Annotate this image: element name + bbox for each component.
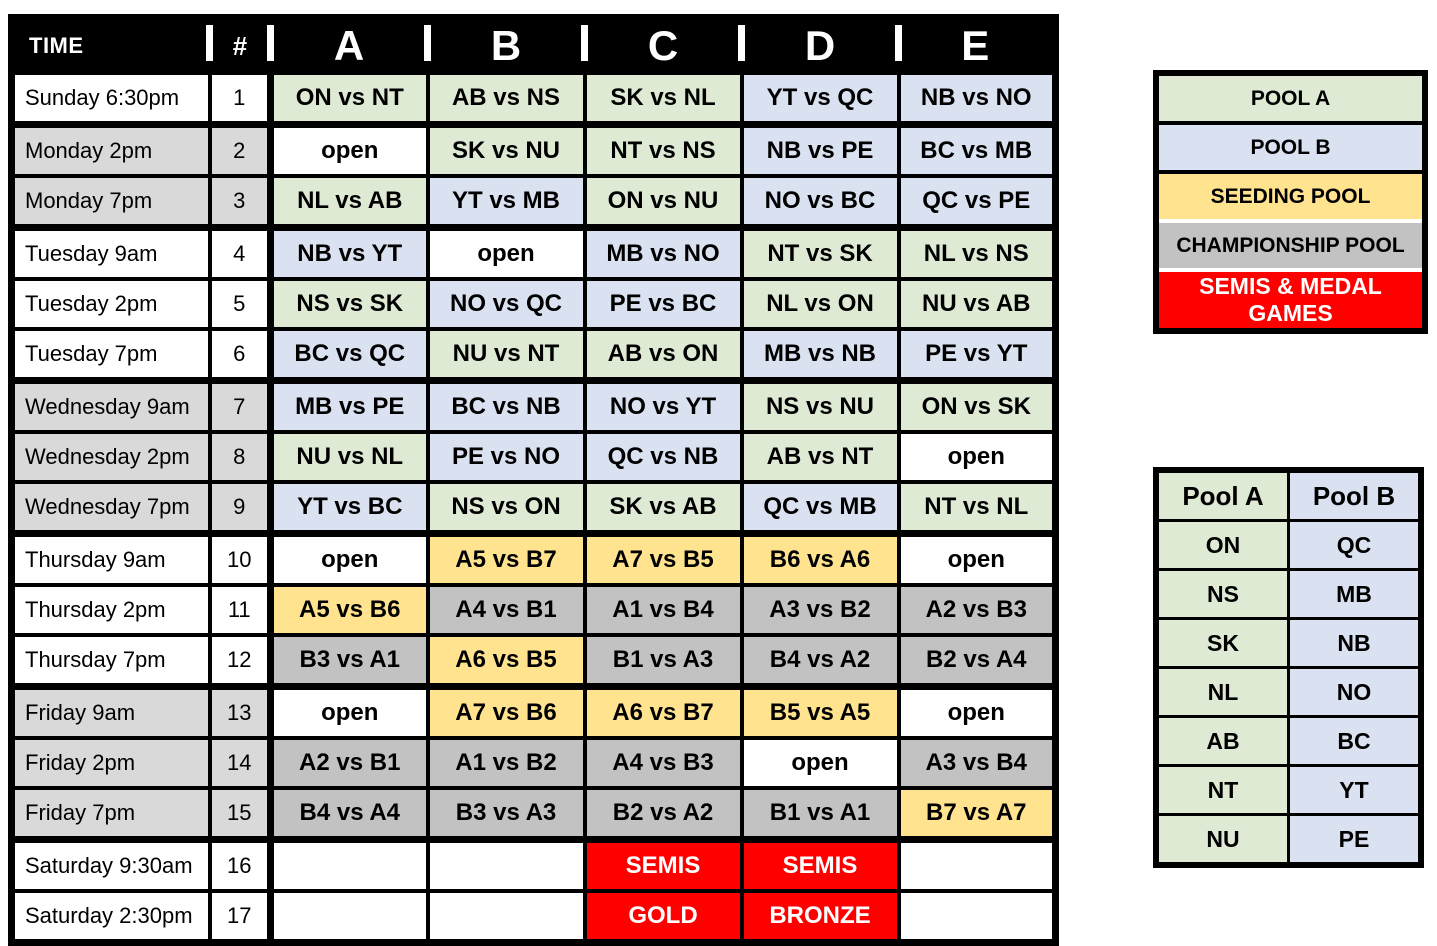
game-cell: PE vs NO — [428, 432, 585, 482]
schedule-row — [12, 228, 1056, 280]
game-cell: NU vs NL — [271, 432, 428, 482]
open-cell: open — [899, 687, 1056, 739]
game-cell: A2 vs B3 — [899, 585, 1056, 635]
game-cell: A6 vs B5 — [428, 635, 585, 687]
game-cell: MB vs NB — [742, 329, 899, 381]
sheet-c-header — [585, 18, 742, 74]
game-cell: YT vs BC — [271, 482, 428, 534]
pool-a-team-cell: NU — [1156, 815, 1289, 866]
game-number-cell: 6 — [210, 329, 271, 381]
game-cell: BC vs QC — [271, 329, 428, 381]
game-cell: B2 vs A2 — [585, 788, 742, 840]
game-cell: B2 vs A4 — [899, 635, 1056, 687]
game-cell: SK vs NU — [428, 125, 585, 177]
pool-b-header: Pool B — [1289, 470, 1422, 521]
pool-teams-row — [1156, 570, 1421, 619]
pool-a-header: Pool A — [1156, 470, 1289, 521]
schedule-row — [12, 840, 1056, 892]
pool-a-team-cell: SK — [1156, 619, 1289, 668]
time-cell: Wednesday 2pm — [12, 432, 210, 482]
sheet-header-label: A — [333, 22, 365, 69]
game-cell: QC vs MB — [742, 482, 899, 534]
game-cell: PE vs YT — [899, 329, 1056, 381]
legend-label: SEMIS & MEDAL GAMES — [1156, 270, 1425, 331]
pool-b-team-cell: NB — [1289, 619, 1422, 668]
time-cell: Friday 7pm — [12, 788, 210, 840]
game-cell: AB vs ON — [585, 329, 742, 381]
schedule-row — [12, 788, 1056, 840]
pool-teams-row — [1156, 717, 1421, 766]
pool-teams-row — [1156, 521, 1421, 570]
game-cell: ON vs NU — [585, 176, 742, 228]
game-number-cell: 15 — [210, 788, 271, 840]
pool-a-team-cell: AB — [1156, 717, 1289, 766]
schedule-row — [12, 279, 1056, 329]
game-cell: B3 vs A3 — [428, 788, 585, 840]
legend-row — [1156, 221, 1425, 270]
game-number-cell: 16 — [210, 840, 271, 892]
game-number-cell: 14 — [210, 738, 271, 788]
game-number-cell: 12 — [210, 635, 271, 687]
game-cell: AB vs NS — [428, 73, 585, 125]
time-cell: Sunday 6:30pm — [12, 73, 210, 125]
game-cell: AB vs NT — [742, 432, 899, 482]
game-cell: A4 vs B1 — [428, 585, 585, 635]
game-cell: NB vs PE — [742, 125, 899, 177]
medal-game-cell: SEMIS — [585, 840, 742, 892]
game-cell: B5 vs A5 — [742, 687, 899, 739]
medal-game-cell: SEMIS — [742, 840, 899, 892]
legend-label: CHAMPIONSHIP POOL — [1156, 221, 1425, 270]
schedule-row — [12, 534, 1056, 586]
time-cell: Friday 2pm — [12, 738, 210, 788]
game-number-header-label: # — [232, 30, 248, 61]
schedule-row — [12, 738, 1056, 788]
time-cell: Wednesday 7pm — [12, 482, 210, 534]
empty-cell — [271, 891, 428, 943]
game-cell: A3 vs B2 — [742, 585, 899, 635]
sheet-header-label: E — [961, 22, 990, 69]
game-number-cell: 4 — [210, 228, 271, 280]
game-cell: A4 vs B3 — [585, 738, 742, 788]
game-number-cell: 9 — [210, 482, 271, 534]
time-column-header: TIME — [12, 18, 210, 74]
game-cell: A2 vs B1 — [271, 738, 428, 788]
game-cell: NU vs NT — [428, 329, 585, 381]
game-cell: YT vs MB — [428, 176, 585, 228]
game-cell: QC vs NB — [585, 432, 742, 482]
pool-a-team-cell: NT — [1156, 766, 1289, 815]
game-number-cell: 5 — [210, 279, 271, 329]
legend-label: SEEDING POOL — [1156, 172, 1425, 221]
legend-row — [1156, 270, 1425, 331]
pool-a-team-cell: NS — [1156, 570, 1289, 619]
schedule-row — [12, 482, 1056, 534]
schedule-row — [12, 381, 1056, 433]
open-cell: open — [271, 534, 428, 586]
game-cell: B1 vs A1 — [742, 788, 899, 840]
time-cell: Tuesday 9am — [12, 228, 210, 280]
legend-row — [1156, 73, 1425, 123]
pool-teams-row — [1156, 766, 1421, 815]
open-cell: open — [899, 432, 1056, 482]
game-cell: NS vs NU — [742, 381, 899, 433]
game-number-cell: 17 — [210, 891, 271, 943]
pool-a-team-cell: NL — [1156, 668, 1289, 717]
open-cell: open — [271, 687, 428, 739]
schedule-row — [12, 125, 1056, 177]
sheet-d-header — [742, 18, 899, 74]
sheet-b-header — [428, 18, 585, 74]
game-cell: NB vs NO — [899, 73, 1056, 125]
schedule-row — [12, 329, 1056, 381]
sheet-a-header — [271, 18, 428, 74]
game-number-cell: 8 — [210, 432, 271, 482]
schedule-table — [8, 14, 1059, 946]
game-cell: MB vs PE — [271, 381, 428, 433]
legend-row — [1156, 172, 1425, 221]
pool-teams-row — [1156, 815, 1421, 866]
sheet-e-header — [899, 18, 1056, 74]
game-cell: BC vs MB — [899, 125, 1056, 177]
game-cell: NO vs BC — [742, 176, 899, 228]
schedule-row — [12, 176, 1056, 228]
schedule-row — [12, 432, 1056, 482]
game-number-cell: 7 — [210, 381, 271, 433]
game-cell: B3 vs A1 — [271, 635, 428, 687]
game-cell: A1 vs B4 — [585, 585, 742, 635]
game-cell: B4 vs A4 — [271, 788, 428, 840]
open-cell: open — [742, 738, 899, 788]
header-separator-icon — [581, 25, 588, 61]
empty-cell — [899, 891, 1056, 943]
game-cell: NU vs AB — [899, 279, 1056, 329]
game-cell: ON vs NT — [271, 73, 428, 125]
game-cell: QC vs PE — [899, 176, 1056, 228]
empty-cell — [428, 891, 585, 943]
medal-game-cell: BRONZE — [742, 891, 899, 943]
pool-b-team-cell: NO — [1289, 668, 1422, 717]
header-separator-icon — [424, 25, 431, 61]
pool-b-team-cell: BC — [1289, 717, 1422, 766]
game-cell: BC vs NB — [428, 381, 585, 433]
game-cell: MB vs NO — [585, 228, 742, 280]
game-cell: NS vs SK — [271, 279, 428, 329]
empty-cell — [271, 840, 428, 892]
empty-cell — [899, 840, 1056, 892]
header-separator-icon — [895, 25, 902, 61]
pool-b-team-cell: MB — [1289, 570, 1422, 619]
schedule-row — [12, 635, 1056, 687]
game-cell: NL vs AB — [271, 176, 428, 228]
header-separator-icon — [738, 25, 745, 61]
legend-row — [1156, 123, 1425, 172]
game-cell: A3 vs B4 — [899, 738, 1056, 788]
game-cell: A7 vs B6 — [428, 687, 585, 739]
schedule-row — [12, 585, 1056, 635]
game-cell: A5 vs B7 — [428, 534, 585, 586]
time-cell: Tuesday 2pm — [12, 279, 210, 329]
sheet-header-label: D — [804, 22, 836, 69]
game-cell: A1 vs B2 — [428, 738, 585, 788]
time-cell: Saturday 9:30am — [12, 840, 210, 892]
game-cell: NL vs ON — [742, 279, 899, 329]
pool-b-team-cell: QC — [1289, 521, 1422, 570]
time-cell: Friday 9am — [12, 687, 210, 739]
legend-label: POOL B — [1156, 123, 1425, 172]
medal-game-cell: GOLD — [585, 891, 742, 943]
pool-a-team-cell: ON — [1156, 521, 1289, 570]
game-cell: NT vs NS — [585, 125, 742, 177]
game-cell: A6 vs B7 — [585, 687, 742, 739]
time-cell: Thursday 2pm — [12, 585, 210, 635]
game-cell: NT vs SK — [742, 228, 899, 280]
game-cell: NO vs QC — [428, 279, 585, 329]
pools-header-row — [1156, 470, 1421, 521]
pool-b-team-cell: YT — [1289, 766, 1422, 815]
game-number-cell: 13 — [210, 687, 271, 739]
schedule-row — [12, 687, 1056, 739]
game-cell: B1 vs A3 — [585, 635, 742, 687]
game-number-cell: 1 — [210, 73, 271, 125]
game-cell: A5 vs B6 — [271, 585, 428, 635]
game-cell: B7 vs A7 — [899, 788, 1056, 840]
game-cell: PE vs BC — [585, 279, 742, 329]
time-cell: Wednesday 9am — [12, 381, 210, 433]
game-cell: B6 vs A6 — [742, 534, 899, 586]
game-cell: NL vs NS — [899, 228, 1056, 280]
open-cell: open — [899, 534, 1056, 586]
header-separator-icon — [206, 25, 213, 61]
empty-cell — [428, 840, 585, 892]
game-cell: B4 vs A2 — [742, 635, 899, 687]
pool-teams-row — [1156, 619, 1421, 668]
schedule-row — [12, 891, 1056, 943]
game-cell: ON vs SK — [899, 381, 1056, 433]
time-cell: Thursday 9am — [12, 534, 210, 586]
open-cell: open — [271, 125, 428, 177]
game-number-cell: 11 — [210, 585, 271, 635]
game-cell: NO vs YT — [585, 381, 742, 433]
game-cell: NB vs YT — [271, 228, 428, 280]
legend-label: POOL A — [1156, 73, 1425, 123]
pool-assignments-table — [1153, 467, 1424, 868]
time-cell: Thursday 7pm — [12, 635, 210, 687]
game-cell: NS vs ON — [428, 482, 585, 534]
game-cell: A7 vs B5 — [585, 534, 742, 586]
game-cell: NT vs NL — [899, 482, 1056, 534]
game-cell: SK vs NL — [585, 73, 742, 125]
header-separator-icon — [267, 25, 274, 61]
sheet-header-label: C — [647, 22, 679, 69]
pool-teams-row — [1156, 668, 1421, 717]
game-number-cell: 3 — [210, 176, 271, 228]
game-number-cell: 2 — [210, 125, 271, 177]
sheet-header-label: B — [490, 22, 522, 69]
game-cell: YT vs QC — [742, 73, 899, 125]
pool-b-team-cell: PE — [1289, 815, 1422, 866]
schedule-row — [12, 73, 1056, 125]
time-cell: Monday 7pm — [12, 176, 210, 228]
time-cell: Saturday 2:30pm — [12, 891, 210, 943]
game-number-cell: 10 — [210, 534, 271, 586]
time-cell: Tuesday 7pm — [12, 329, 210, 381]
time-cell: Monday 2pm — [12, 125, 210, 177]
game-cell: SK vs AB — [585, 482, 742, 534]
legend-table — [1153, 70, 1428, 334]
schedule-header-row — [12, 18, 1056, 74]
open-cell: open — [428, 228, 585, 280]
game-number-column-header — [210, 18, 271, 74]
